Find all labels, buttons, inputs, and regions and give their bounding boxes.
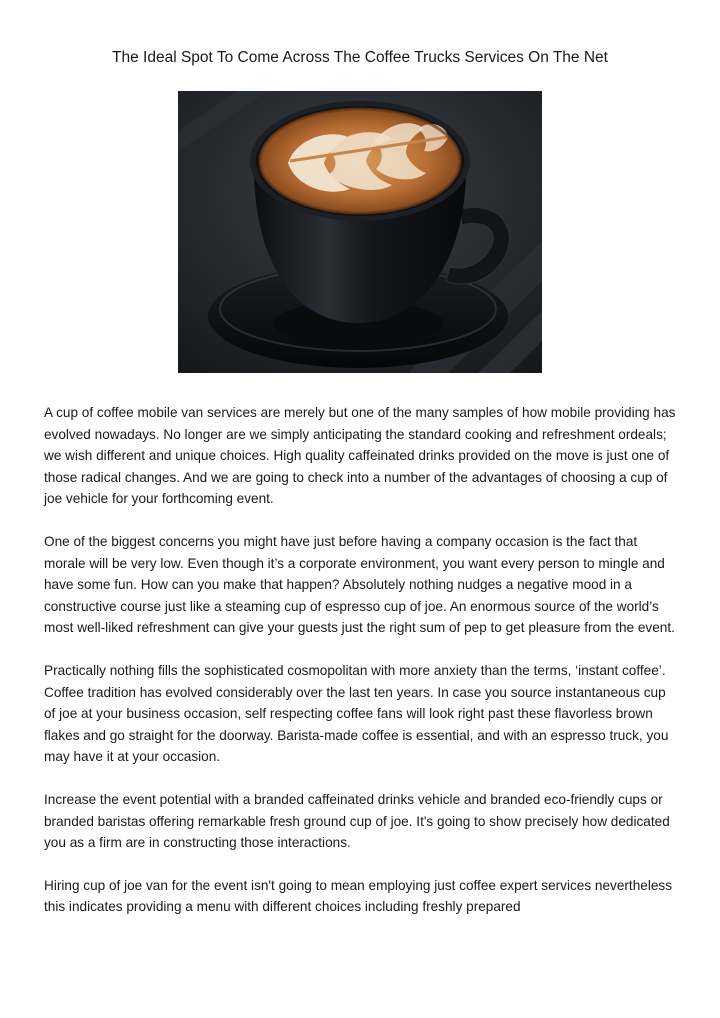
paragraph-1: A cup of coffee mobile van services are merely but one of the many samples of how mobile providing has evolved nowadays. No longer are we simply anticipating the standard cooking and refreshment ordeals; we wish different and unique choices. High quality caffeinated drinks provided on the move is just one of those radical changes. And we are going to check into a number of the advantages of choosing a cup of joe vehicle for your forthcoming event. [44, 405, 676, 507]
article-body [44, 402, 676, 939]
page-title: The Ideal Spot To Come Across The Coffee Trucks Services On The Net [112, 49, 608, 66]
paragraph-4: Increase the event potential with a branded caffeinated drinks vehicle and branded eco-friendly cups or branded baristas offering remarkable fresh ground cup of joe. It's going to show precisely how dedicated you as a firm are in constructing those interactions. [44, 791, 670, 851]
paragraph-3: Practically nothing fills the sophisticated cosmopolitan with more anxiety than the terms, ‘instant coffee’. Coffee tradition has evolved considerably over the last ten years. In case you source instantaneous cup of joe at your business occasion, self respecting coffee fans will look right past these flavorless brown flakes and go straight for the doorway. Barista-made coffee is essential, and with an espresso truck, you may have it at your occasion. [44, 662, 669, 765]
paragraph-2: One of the biggest concerns you might have just before having a company occasion is the fact that morale will be very low. Even though it’s a corporate environment, you want every person to mingle and have some fun. How can you make that happen? Absolutely nothing nudges a negative mood in a constructive course just like a steaming cup of espresso cup of joe. An enormous source of the world’s most well-liked refreshment can give your guests just the right sum of pep to get pleasure from the event. [44, 533, 675, 636]
paragraph-5: Hiring cup of joe van for the event isn't going to mean employing just coffee expert services nevertheless this indicates providing a menu with different choices including freshly prepared [44, 877, 673, 915]
coffee-cup-photo [178, 91, 542, 373]
